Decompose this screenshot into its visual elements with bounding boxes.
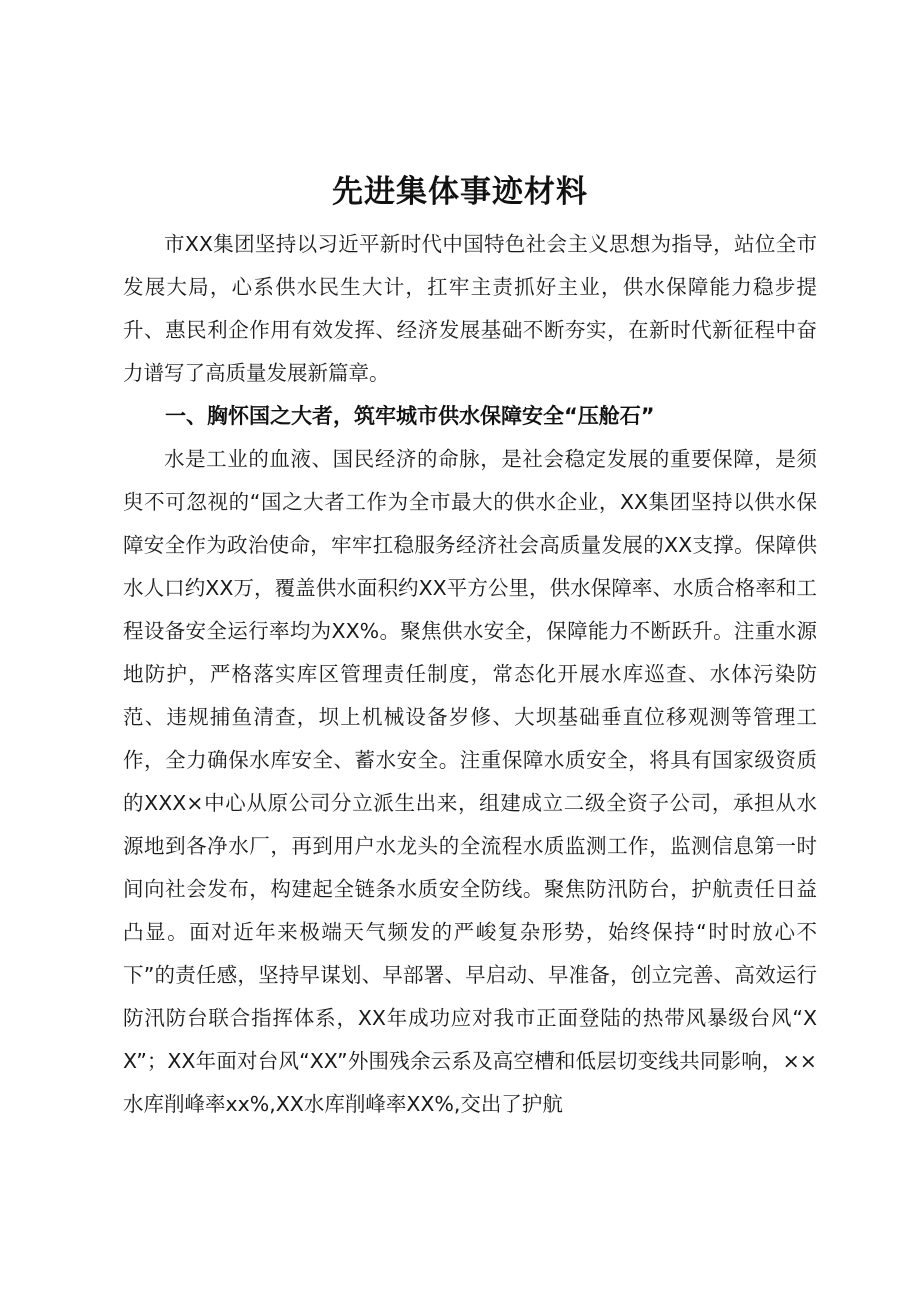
section-1-paragraph: 水是工业的血液、国民经济的命脉，是社会稳定发展的重要保障，是须臾不可忽视的“国之大者工作为全市最大的供水企业，XX集团坚持以供水保障安全作为政治使命，牢牢扛稳服务经济社会高质量发展的XX支撑。保障供水人口约XX万，覆盖供水面积约XX平方公里，供水保障率、水质合格率和工程设备安全运行率均为XX%。聚焦供水安全，保障能力不断跃升。注重水源地防护，严格落实库区管理责任制度，常态化开展水库巡查、水体污染防范、违规捕鱼清查，坝上机械设备岁修、大坝基础垂直位移观测等管理工作，全力确保水库安全、蓄水安全。注重保障水质安全，将具有国家级资质的XXX×中心从原公司分立派生出来，组建成立二级全资子公司，承担从水源地到各净水厂，再到用户水龙头的全流程水质监测工作，监测信息第一时间向社会发布，构建起全链条水质安全防线。聚焦防汛防台，护航责任日益凸显。面对近年来极端天气频发的严峻复杂形势，始终保持“时时放心不下”的责任感，坚持早谋划、早部署、早启动、早准备，创立完善、高效运行防汛防台联合指挥体系，XX年成功应对我市正面登陆的热带风暴级台风“XX”；XX年面对台风“XX”外围残余云系及高空槽和低层切变线共同影响，××水库削峰率xx%,XX水库削峰率XX%,交出了护航 bbox=[123, 447, 817, 1116]
intro-paragraph: 市XX集团坚持以习近平新时代中国特色社会主义思想为指导，站位全市发展大局，心系供水民生大计，扛牢主责抓好主业，供水保障能力稳步提升、惠民利企作用有效发挥、经济发展基础不断夯实，在新时代新征程中奋力谱写了高质量发展新篇章。 bbox=[123, 232, 817, 385]
section-heading-1: 一、胸怀国之大者，筑牢城市供水保障安全“压舱石” bbox=[165, 404, 655, 428]
document-title: 先进集体事迹材料 bbox=[332, 174, 588, 210]
